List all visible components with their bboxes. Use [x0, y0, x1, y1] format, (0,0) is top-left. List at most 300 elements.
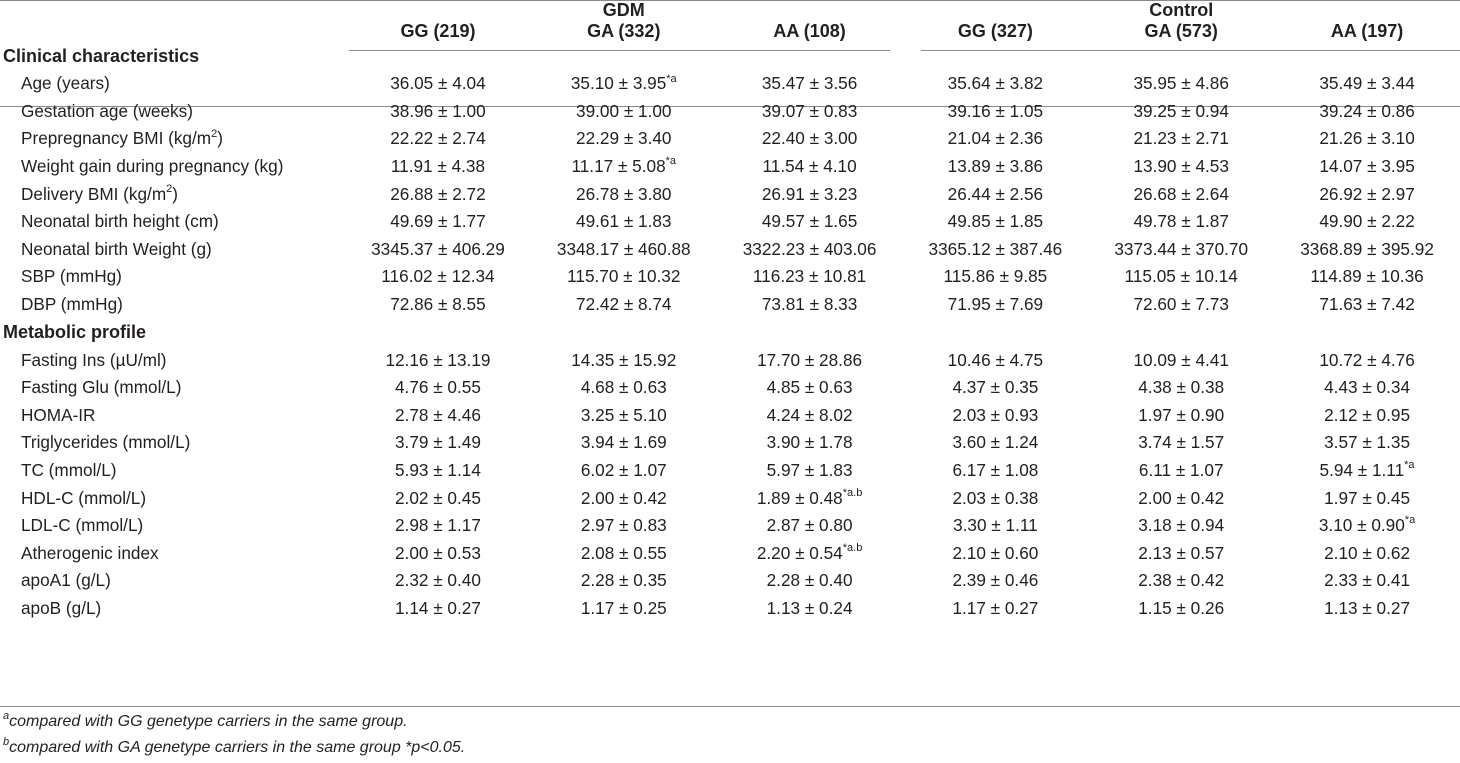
table-cell — [902, 70, 1088, 98]
cell-value: 2.13 ± 0.57 — [1138, 542, 1225, 563]
cell-value: 1.89 ± 0.48 — [756, 487, 843, 508]
table-cell — [1274, 236, 1460, 264]
cell-value: 26.78 ± 3.80 — [576, 183, 672, 204]
table-cell — [345, 512, 531, 540]
cell-value: 3.94 ± 1.69 — [580, 432, 667, 453]
cell-value: 4.37 ± 0.35 — [952, 377, 1039, 398]
column-header: AA (108) — [773, 21, 846, 41]
footnote-a-marker: a — [3, 709, 10, 722]
cell-value: 4.68 ± 0.63 — [580, 377, 667, 398]
cell-value: 3348.17 ± 460.88 — [556, 238, 691, 259]
cell-value: 1.15 ± 0.26 — [1138, 597, 1225, 618]
table-cell — [531, 180, 717, 208]
group-header-gdm: GDM — [602, 0, 645, 20]
table-cell — [1274, 374, 1460, 402]
table-row — [0, 374, 1460, 402]
section-row-metabolic — [0, 318, 1460, 346]
table-cell — [717, 429, 903, 457]
cell-value: 11.91 ± 4.38 — [390, 156, 486, 177]
row-label-suffix: ) — [217, 128, 223, 149]
table-cell — [1274, 208, 1460, 236]
cell-value: 2.78 ± 4.46 — [395, 404, 481, 425]
table-cell — [531, 70, 717, 98]
cell-value: 49.90 ± 2.22 — [1319, 211, 1415, 232]
row-label-text: apoA1 (g/L) — [21, 570, 111, 591]
table-cell — [902, 346, 1088, 374]
table-cell — [717, 98, 903, 126]
table-cell — [902, 402, 1088, 430]
table-cell — [531, 484, 717, 512]
table-row — [0, 153, 1460, 181]
cell-value: 26.88 ± 2.72 — [390, 183, 486, 204]
table-cell — [531, 208, 717, 236]
cell-value: 3322.23 ± 403.06 — [742, 238, 877, 259]
table-cell — [1088, 291, 1274, 319]
cell-value: 2.33 ± 0.41 — [1324, 570, 1410, 591]
table-cell — [531, 98, 717, 126]
table-cell — [1274, 98, 1460, 126]
table-cell — [902, 567, 1088, 595]
table-cell — [717, 208, 903, 236]
cell-value: 10.46 ± 4.75 — [947, 349, 1044, 370]
footnote-a — [3, 709, 465, 735]
cell-value: 39.25 ± 0.94 — [1133, 100, 1229, 121]
cell-value: 2.97 ± 0.83 — [580, 515, 667, 536]
row-label-text: Weight gain during pregnancy (kg) — [21, 156, 284, 177]
table-cell — [902, 484, 1088, 512]
row-label — [0, 457, 345, 485]
row-label-superscript: 2 — [211, 127, 218, 140]
row-label — [0, 346, 345, 374]
column-header: AA (197) — [1330, 21, 1404, 41]
row-label-text: TC (mmol/L) — [21, 460, 117, 481]
table-cell — [345, 236, 531, 264]
cell-value: 2.00 ± 0.42 — [580, 487, 667, 508]
row-label-text: Fasting Glu (mmol/L) — [21, 377, 182, 398]
row-label — [0, 402, 345, 430]
row-label-text: LDL-C (mmol/L) — [21, 515, 144, 536]
row-label-suffix: ) — [172, 183, 179, 204]
cell-value: 2.10 ± 0.60 — [952, 542, 1039, 563]
table-cell — [345, 374, 531, 402]
table-cell — [902, 263, 1088, 291]
table-row — [0, 567, 1460, 595]
cell-value: 49.57 ± 1.65 — [761, 211, 858, 232]
table-cell — [345, 208, 531, 236]
cell-value: 73.81 ± 8.33 — [761, 294, 858, 315]
table-cell — [531, 457, 717, 485]
table-cell — [531, 402, 717, 430]
table-cell — [1274, 567, 1460, 595]
table-cell — [902, 540, 1088, 568]
table-cell — [902, 595, 1088, 623]
cell-value: 36.05 ± 4.04 — [390, 73, 486, 94]
table-cell — [531, 263, 717, 291]
table-cell — [1274, 263, 1460, 291]
cell-value: 2.87 ± 0.80 — [766, 515, 853, 536]
cell-value: 71.95 ± 7.69 — [947, 294, 1044, 315]
table-cell — [902, 374, 1088, 402]
table-cell — [1274, 70, 1460, 98]
footnote-b — [3, 735, 465, 761]
table-row — [0, 346, 1460, 374]
group-header-control: Control — [1149, 0, 1214, 20]
row-label — [0, 98, 345, 126]
table-cell — [345, 567, 531, 595]
cell-value: 49.69 ± 1.77 — [390, 211, 486, 232]
table-row — [0, 125, 1460, 153]
table-cell — [345, 484, 531, 512]
cell-value: 3.57 ± 1.35 — [1324, 432, 1410, 453]
table-cell — [717, 540, 903, 568]
cell-value: 21.23 ± 2.71 — [1133, 128, 1229, 149]
table-cell — [902, 291, 1088, 319]
cell-value: 12.16 ± 13.19 — [385, 349, 491, 370]
cell-value: 2.12 ± 0.95 — [1324, 404, 1410, 425]
cell-value: 2.08 ± 0.55 — [580, 542, 667, 563]
table-cell — [717, 595, 903, 623]
cell-value: 3.25 ± 5.10 — [580, 404, 667, 425]
table-cell — [1088, 153, 1274, 181]
cell-value: 71.63 ± 7.42 — [1319, 294, 1415, 315]
cell-value: 39.00 ± 1.00 — [576, 100, 672, 121]
cell-value: 26.68 ± 2.64 — [1133, 183, 1229, 204]
cell-value: 3365.12 ± 387.46 — [928, 238, 1063, 259]
row-label-text: Gestation age (weeks) — [21, 100, 193, 121]
table-cell — [1088, 346, 1274, 374]
cell-value: 22.40 ± 3.00 — [761, 128, 858, 149]
row-label — [0, 291, 345, 319]
cell-value: 72.86 ± 8.55 — [390, 294, 486, 315]
cell-value: 26.44 ± 2.56 — [947, 183, 1044, 204]
cell-value: 1.97 ± 0.90 — [1138, 404, 1225, 425]
table-cell — [1088, 429, 1274, 457]
cell-value: 35.47 ± 3.56 — [761, 73, 858, 94]
cell-value: 2.98 ± 1.17 — [395, 515, 481, 536]
cell-value: 5.97 ± 1.83 — [766, 460, 853, 481]
table-cell — [345, 429, 531, 457]
table-cell — [1274, 540, 1460, 568]
row-label-text: Triglycerides (mmol/L) — [21, 432, 191, 453]
table-cell — [1088, 567, 1274, 595]
cell-value: 49.78 ± 1.87 — [1133, 211, 1229, 232]
table-cell — [1274, 512, 1460, 540]
table-cell — [531, 567, 717, 595]
table-row — [0, 98, 1460, 126]
table-cell — [1088, 98, 1274, 126]
cell-value: 21.04 ± 2.36 — [947, 128, 1044, 149]
row-label — [0, 70, 345, 98]
table-cell — [345, 98, 531, 126]
section-row-clinical — [0, 42, 1460, 70]
significance-marker: *a — [665, 155, 677, 168]
table-cell — [902, 429, 1088, 457]
cell-value: 21.26 ± 3.10 — [1319, 128, 1415, 149]
table-cell — [902, 180, 1088, 208]
row-label — [0, 236, 345, 264]
cell-value: 22.22 ± 2.74 — [390, 128, 486, 149]
cell-value: 72.60 ± 7.73 — [1133, 294, 1229, 315]
table-cell — [1088, 125, 1274, 153]
table-cell — [717, 374, 903, 402]
table-cell — [345, 402, 531, 430]
table-cell — [345, 180, 531, 208]
table-cell — [717, 512, 903, 540]
row-label — [0, 263, 345, 291]
cell-value: 6.11 ± 1.07 — [1138, 460, 1224, 481]
row-label — [0, 208, 345, 236]
table-cell — [1274, 457, 1460, 485]
cell-value: 3.10 ± 0.90 — [1318, 515, 1405, 536]
row-label — [0, 153, 345, 181]
cell-value: 2.38 ± 0.42 — [1138, 570, 1225, 591]
row-label-superscript: 2 — [166, 182, 173, 195]
cell-value: 4.24 ± 8.02 — [766, 404, 853, 425]
cell-value: 13.90 ± 4.53 — [1133, 156, 1229, 177]
cell-value: 14.35 ± 15.92 — [571, 349, 677, 370]
table-cell — [902, 512, 1088, 540]
table-cell — [1274, 429, 1460, 457]
table-cell — [345, 70, 531, 98]
table-cell — [1088, 402, 1274, 430]
table-row — [0, 180, 1460, 208]
footnote-a-text: compared with GG genetype carriers in the same group. — [9, 713, 408, 730]
table-cell — [531, 374, 717, 402]
row-label-text: Age (years) — [21, 73, 110, 94]
cell-value: 3.60 ± 1.24 — [952, 432, 1039, 453]
table-cell — [1274, 484, 1460, 512]
table-cell — [345, 457, 531, 485]
table-row — [0, 540, 1460, 568]
table-cell — [1088, 180, 1274, 208]
cell-value: 4.43 ± 0.34 — [1324, 377, 1410, 398]
row-label — [0, 180, 345, 208]
table-cell — [531, 153, 717, 181]
cell-value: 115.86 ± 9.85 — [943, 266, 1048, 287]
cell-value: 39.24 ± 0.86 — [1319, 100, 1415, 121]
cell-value: 3368.89 ± 395.92 — [1300, 238, 1434, 259]
table-row — [0, 208, 1460, 236]
table-cell — [717, 70, 903, 98]
cell-value: 3.90 ± 1.78 — [766, 432, 853, 453]
cell-value: 6.17 ± 1.08 — [952, 460, 1039, 481]
cell-value: 1.14 ± 0.27 — [395, 597, 481, 618]
table-cell — [1274, 595, 1460, 623]
table-row — [0, 457, 1460, 485]
table-row — [0, 402, 1460, 430]
row-label — [0, 567, 345, 595]
table-body — [0, 42, 1460, 622]
cell-value: 49.85 ± 1.85 — [947, 211, 1044, 232]
cell-value: 39.07 ± 0.83 — [761, 100, 858, 121]
cell-value: 2.02 ± 0.45 — [395, 487, 481, 508]
table-cell — [1274, 180, 1460, 208]
table-cell — [717, 125, 903, 153]
significance-marker: *a — [666, 72, 677, 85]
cell-value: 39.16 ± 1.05 — [947, 100, 1044, 121]
table-cell — [345, 291, 531, 319]
table-row — [0, 263, 1460, 291]
table-cell — [717, 153, 903, 181]
cell-value: 2.28 ± 0.35 — [580, 570, 667, 591]
row-label-text: Atherogenic index — [21, 542, 159, 563]
cell-value: 3373.44 ± 370.70 — [1114, 238, 1249, 259]
row-label — [0, 125, 345, 153]
cell-value: 72.42 ± 8.74 — [576, 294, 672, 315]
cell-value: 11.17 ± 5.08 — [571, 156, 666, 177]
cell-value: 4.38 ± 0.38 — [1138, 377, 1225, 398]
row-label — [0, 512, 345, 540]
table-row — [0, 484, 1460, 512]
cell-value: 1.13 ± 0.27 — [1324, 597, 1410, 618]
table-cell — [531, 429, 717, 457]
table-bottom-rule — [0, 706, 1460, 707]
table-cell — [902, 125, 1088, 153]
table-cell — [531, 125, 717, 153]
table-cell — [717, 291, 903, 319]
table-cell — [717, 263, 903, 291]
corner-cell — [0, 0, 345, 21]
cell-value: 2.10 ± 0.62 — [1324, 542, 1410, 563]
cell-value: 2.28 ± 0.40 — [766, 570, 853, 591]
cell-value: 1.13 ± 0.24 — [766, 597, 853, 618]
table-cell — [902, 98, 1088, 126]
cell-value: 26.92 ± 2.97 — [1319, 183, 1415, 204]
table-cell — [1088, 540, 1274, 568]
column-header: GG (327) — [957, 21, 1033, 41]
cell-value: 17.70 ± 28.86 — [757, 349, 863, 370]
table-cell — [1274, 346, 1460, 374]
row-label-text: DBP (mmHg) — [21, 294, 123, 315]
footnote-b-marker: b — [3, 735, 10, 748]
table-row — [0, 512, 1460, 540]
significance-marker: *a.b — [842, 542, 863, 555]
significance-marker: *a — [1404, 459, 1415, 472]
cell-value: 22.29 ± 3.40 — [576, 128, 672, 149]
section-title-metabolic: Metabolic profile — [3, 321, 147, 342]
table-cell — [1088, 512, 1274, 540]
table-cell — [1088, 70, 1274, 98]
row-label-text: apoB (g/L) — [21, 597, 102, 618]
row-label — [0, 374, 345, 402]
table-row — [0, 291, 1460, 319]
table-cell — [717, 484, 903, 512]
cell-value: 2.03 ± 0.38 — [952, 487, 1039, 508]
significance-marker: *a — [1404, 514, 1416, 527]
table-cell — [531, 346, 717, 374]
table-cell — [902, 236, 1088, 264]
cell-value: 35.10 ± 3.95 — [570, 73, 667, 94]
table-cell — [1088, 484, 1274, 512]
row-label — [0, 540, 345, 568]
cell-value: 5.93 ± 1.14 — [395, 460, 481, 481]
table-cell — [345, 153, 531, 181]
column-header: GG (219) — [400, 21, 476, 41]
row-label-text: Neonatal birth height (cm) — [21, 211, 219, 232]
row-label — [0, 595, 345, 623]
cell-value: 10.72 ± 4.76 — [1319, 349, 1415, 370]
cell-value: 1.17 ± 0.25 — [580, 597, 667, 618]
table-cell — [717, 402, 903, 430]
cell-value: 3345.37 ± 406.29 — [371, 238, 505, 259]
table-cell — [1088, 208, 1274, 236]
cell-value: 4.85 ± 0.63 — [766, 377, 853, 398]
table-cell — [902, 457, 1088, 485]
cell-value: 35.49 ± 3.44 — [1319, 73, 1415, 94]
cell-value: 2.20 ± 0.54 — [756, 542, 843, 563]
table-cell — [902, 208, 1088, 236]
cell-value: 1.17 ± 0.27 — [952, 597, 1039, 618]
cell-value: 11.54 ± 4.10 — [762, 156, 857, 177]
table-cell — [345, 346, 531, 374]
cell-value: 26.91 ± 3.23 — [761, 183, 858, 204]
cell-value: 116.23 ± 10.81 — [752, 266, 867, 287]
significance-marker: *a.b — [842, 486, 863, 499]
table-row — [0, 429, 1460, 457]
column-header: GA (573) — [1144, 21, 1218, 41]
cell-value: 14.07 ± 3.95 — [1319, 156, 1415, 177]
cell-value: 49.61 ± 1.83 — [576, 211, 672, 232]
cell-value: 3.79 ± 1.49 — [395, 432, 481, 453]
cell-value: 115.05 ± 10.14 — [1124, 266, 1238, 287]
table-cell — [531, 236, 717, 264]
table-cell — [1274, 125, 1460, 153]
row-label-text: HOMA-IR — [21, 404, 96, 425]
cell-value: 6.02 ± 1.07 — [580, 460, 667, 481]
cell-value: 1.97 ± 0.45 — [1324, 487, 1410, 508]
row-label — [0, 484, 345, 512]
row-label-text: Fasting Ins (µU/ml) — [21, 349, 167, 370]
footnote-b-text: compared with GA genetype carriers in the same group *p<0.05. — [9, 739, 466, 756]
table-cell — [531, 291, 717, 319]
table-cell — [902, 153, 1088, 181]
cell-value: 2.39 ± 0.46 — [952, 570, 1039, 591]
table-row — [0, 70, 1460, 98]
table-row — [0, 236, 1460, 264]
cell-value: 2.00 ± 0.53 — [395, 542, 481, 563]
table-cell — [717, 567, 903, 595]
table-cell — [1088, 236, 1274, 264]
cell-value: 3.74 ± 1.57 — [1138, 432, 1225, 453]
table-cell — [345, 125, 531, 153]
cell-value: 3.18 ± 0.94 — [1138, 515, 1225, 536]
table-row — [0, 595, 1460, 623]
table-cell — [345, 595, 531, 623]
cell-value: 35.64 ± 3.82 — [947, 73, 1044, 94]
cell-value: 5.94 ± 1.11 — [1319, 460, 1405, 481]
row-label-text: Neonatal birth Weight (g) — [21, 238, 212, 259]
cell-value: 2.32 ± 0.40 — [395, 570, 481, 591]
row-label-text: Delivery BMI (kg/m — [21, 183, 167, 204]
table-cell — [1274, 291, 1460, 319]
cell-value: 3.30 ± 1.11 — [953, 515, 1038, 536]
row-label-text: SBP (mmHg) — [21, 266, 122, 287]
cell-value: 4.76 ± 0.55 — [395, 377, 481, 398]
cell-value: 13.89 ± 3.86 — [947, 156, 1044, 177]
row-label-text: Prepregnancy BMI (kg/m — [21, 128, 212, 149]
cell-value: 114.89 ± 10.36 — [1310, 266, 1424, 287]
table-cell — [1274, 153, 1460, 181]
cell-value: 38.96 ± 1.00 — [390, 100, 486, 121]
table-cell — [345, 540, 531, 568]
table-cell — [531, 512, 717, 540]
table-cell — [717, 180, 903, 208]
table-cell — [717, 236, 903, 264]
table-cell — [1088, 263, 1274, 291]
table-cell — [1088, 457, 1274, 485]
table-cell — [717, 346, 903, 374]
table-cell — [531, 540, 717, 568]
